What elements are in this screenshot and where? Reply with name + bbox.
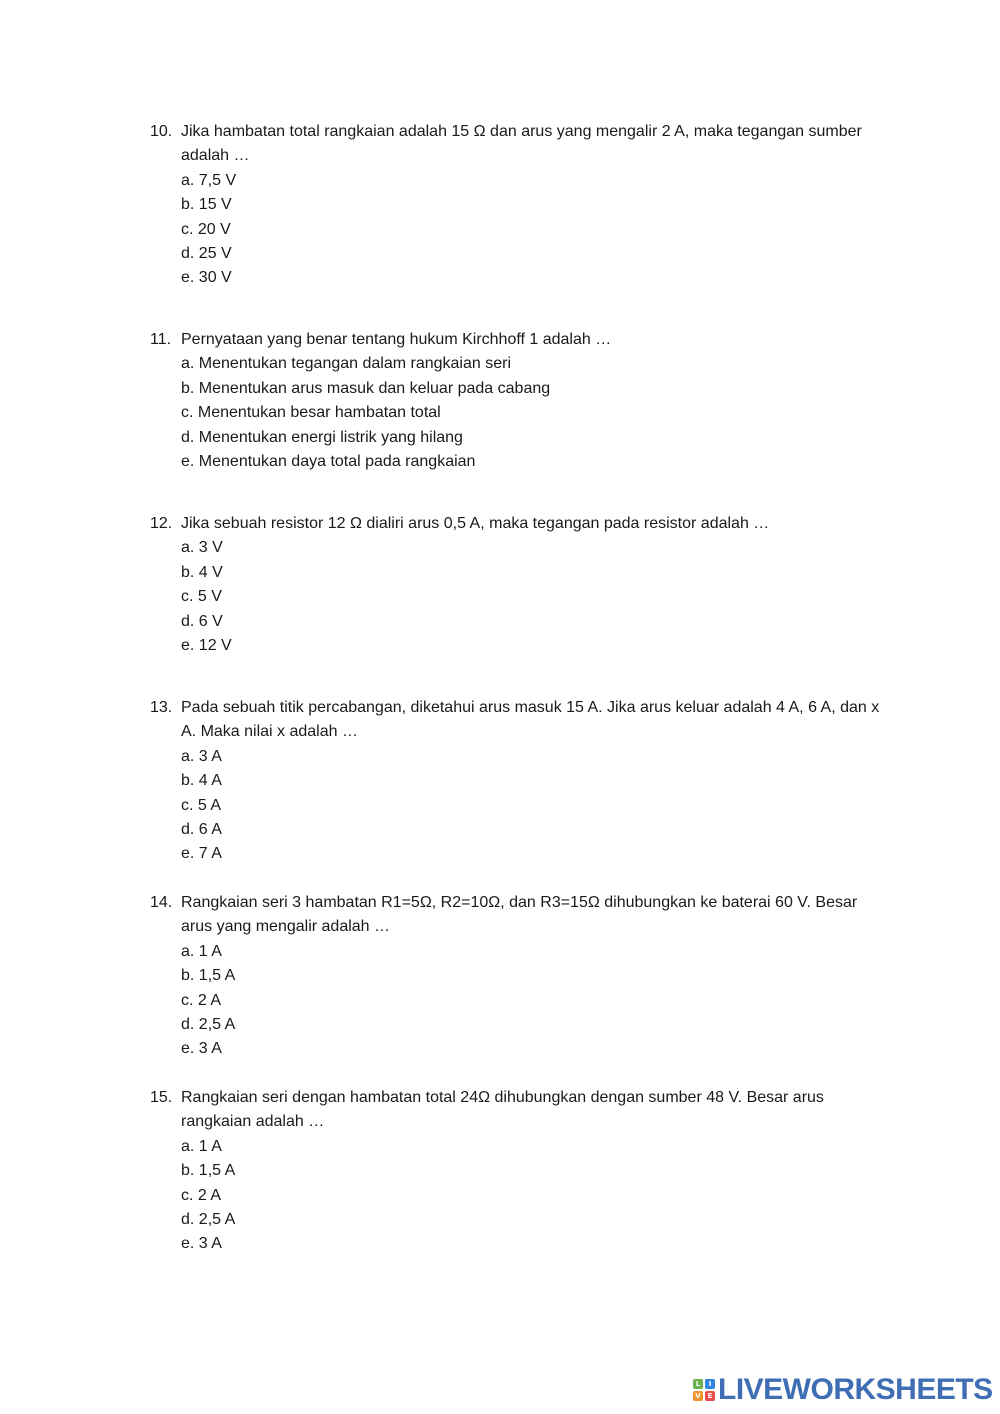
option-c[interactable]: c. 5 V	[181, 588, 222, 606]
question-number: 14.	[150, 894, 173, 911]
question-14	[150, 891, 890, 1062]
liveworksheets-logo	[693, 1374, 993, 1406]
option-a[interactable]: a. 3 V	[181, 539, 223, 557]
question-text: Jika sebuah resistor 12 Ω dialiri arus 0,5 A, maka tegangan pada resistor adalah …	[181, 515, 770, 532]
question-10	[150, 120, 890, 291]
question-13	[150, 696, 890, 867]
option-d[interactable]: d. 2,5 A	[181, 1210, 236, 1228]
option-list	[150, 352, 890, 474]
option-list	[150, 536, 890, 658]
logo-square: E	[705, 1391, 715, 1401]
option-c[interactable]: c. Menentukan besar hambatan total	[181, 404, 441, 422]
option-c[interactable]: c. 5 A	[181, 796, 222, 814]
option-d[interactable]: d. 6 V	[181, 612, 223, 630]
question-11	[150, 328, 890, 474]
option-d[interactable]: d. Menentukan energi listrik yang hilang	[181, 428, 463, 446]
question-text: Rangkaian seri dengan hambatan total 24Ω dihubungkan dengan sumber 48 V. Besar arus rangkaian adalah …	[181, 1089, 824, 1131]
option-a[interactable]: a. 1 A	[181, 1137, 222, 1155]
option-e[interactable]: e. 3 A	[181, 1235, 222, 1253]
question-12	[150, 512, 890, 658]
option-b[interactable]: b. 15 V	[181, 196, 232, 214]
question-text: Jika hambatan total rangkaian adalah 15 Ω dan arus yang mengalir 2 A, maka tegangan sumber adalah …	[181, 123, 862, 165]
logo-squares-icon	[693, 1379, 715, 1401]
question-number: 13.	[150, 699, 173, 716]
question-number: 11.	[150, 331, 172, 348]
option-b[interactable]: b. 4 A	[181, 772, 222, 790]
option-d[interactable]: d. 25 V	[181, 244, 232, 262]
option-a[interactable]: a. 1 A	[181, 942, 222, 960]
question-number: 10.	[150, 123, 173, 140]
option-c[interactable]: c. 2 A	[181, 991, 222, 1009]
option-e[interactable]: e. Menentukan daya total pada rangkaian	[181, 452, 476, 470]
option-b[interactable]: b. 4 V	[181, 563, 223, 581]
question-text: Pernyataan yang benar tentang hukum Kirchhoff 1 adalah …	[181, 331, 612, 348]
option-e[interactable]: e. 30 V	[181, 269, 232, 287]
question-text: Rangkaian seri 3 hambatan R1=5Ω, R2=10Ω, dan R3=15Ω dihubungkan ke baterai 60 V. Besar arus yang mengalir adalah …	[181, 894, 858, 936]
option-b[interactable]: b. 1,5 A	[181, 1162, 236, 1180]
logo-square: L	[693, 1379, 703, 1389]
question-number: 15.	[150, 1089, 173, 1106]
option-d[interactable]: d. 2,5 A	[181, 1015, 236, 1033]
logo-text: LIVEWORKSHEETS	[718, 1373, 993, 1406]
option-e[interactable]: e. 12 V	[181, 636, 232, 654]
option-list	[150, 940, 890, 1062]
option-e[interactable]: e. 3 A	[181, 1040, 222, 1058]
option-c[interactable]: c. 20 V	[181, 220, 231, 238]
question-number: 12.	[150, 515, 173, 532]
option-e[interactable]: e. 7 A	[181, 845, 222, 863]
option-list	[150, 1135, 890, 1257]
option-list	[150, 169, 890, 291]
option-c[interactable]: c. 2 A	[181, 1186, 222, 1204]
option-b[interactable]: b. Menentukan arus masuk dan keluar pada cabang	[181, 379, 551, 397]
option-a[interactable]: a. Menentukan tegangan dalam rangkaian seri	[181, 355, 511, 373]
question-text: Pada sebuah titik percabangan, diketahui arus masuk 15 A. Jika arus keluar adalah 4 A, 6 A, dan x A. Maka nilai x adalah …	[181, 699, 880, 741]
logo-square: I	[705, 1379, 715, 1389]
option-list	[150, 745, 890, 867]
option-a[interactable]: a. 7,5 V	[181, 171, 237, 189]
option-d[interactable]: d. 6 A	[181, 820, 222, 838]
question-15	[150, 1086, 890, 1257]
option-a[interactable]: a. 3 A	[181, 747, 222, 765]
option-b[interactable]: b. 1,5 A	[181, 967, 236, 985]
logo-square: V	[693, 1391, 703, 1401]
